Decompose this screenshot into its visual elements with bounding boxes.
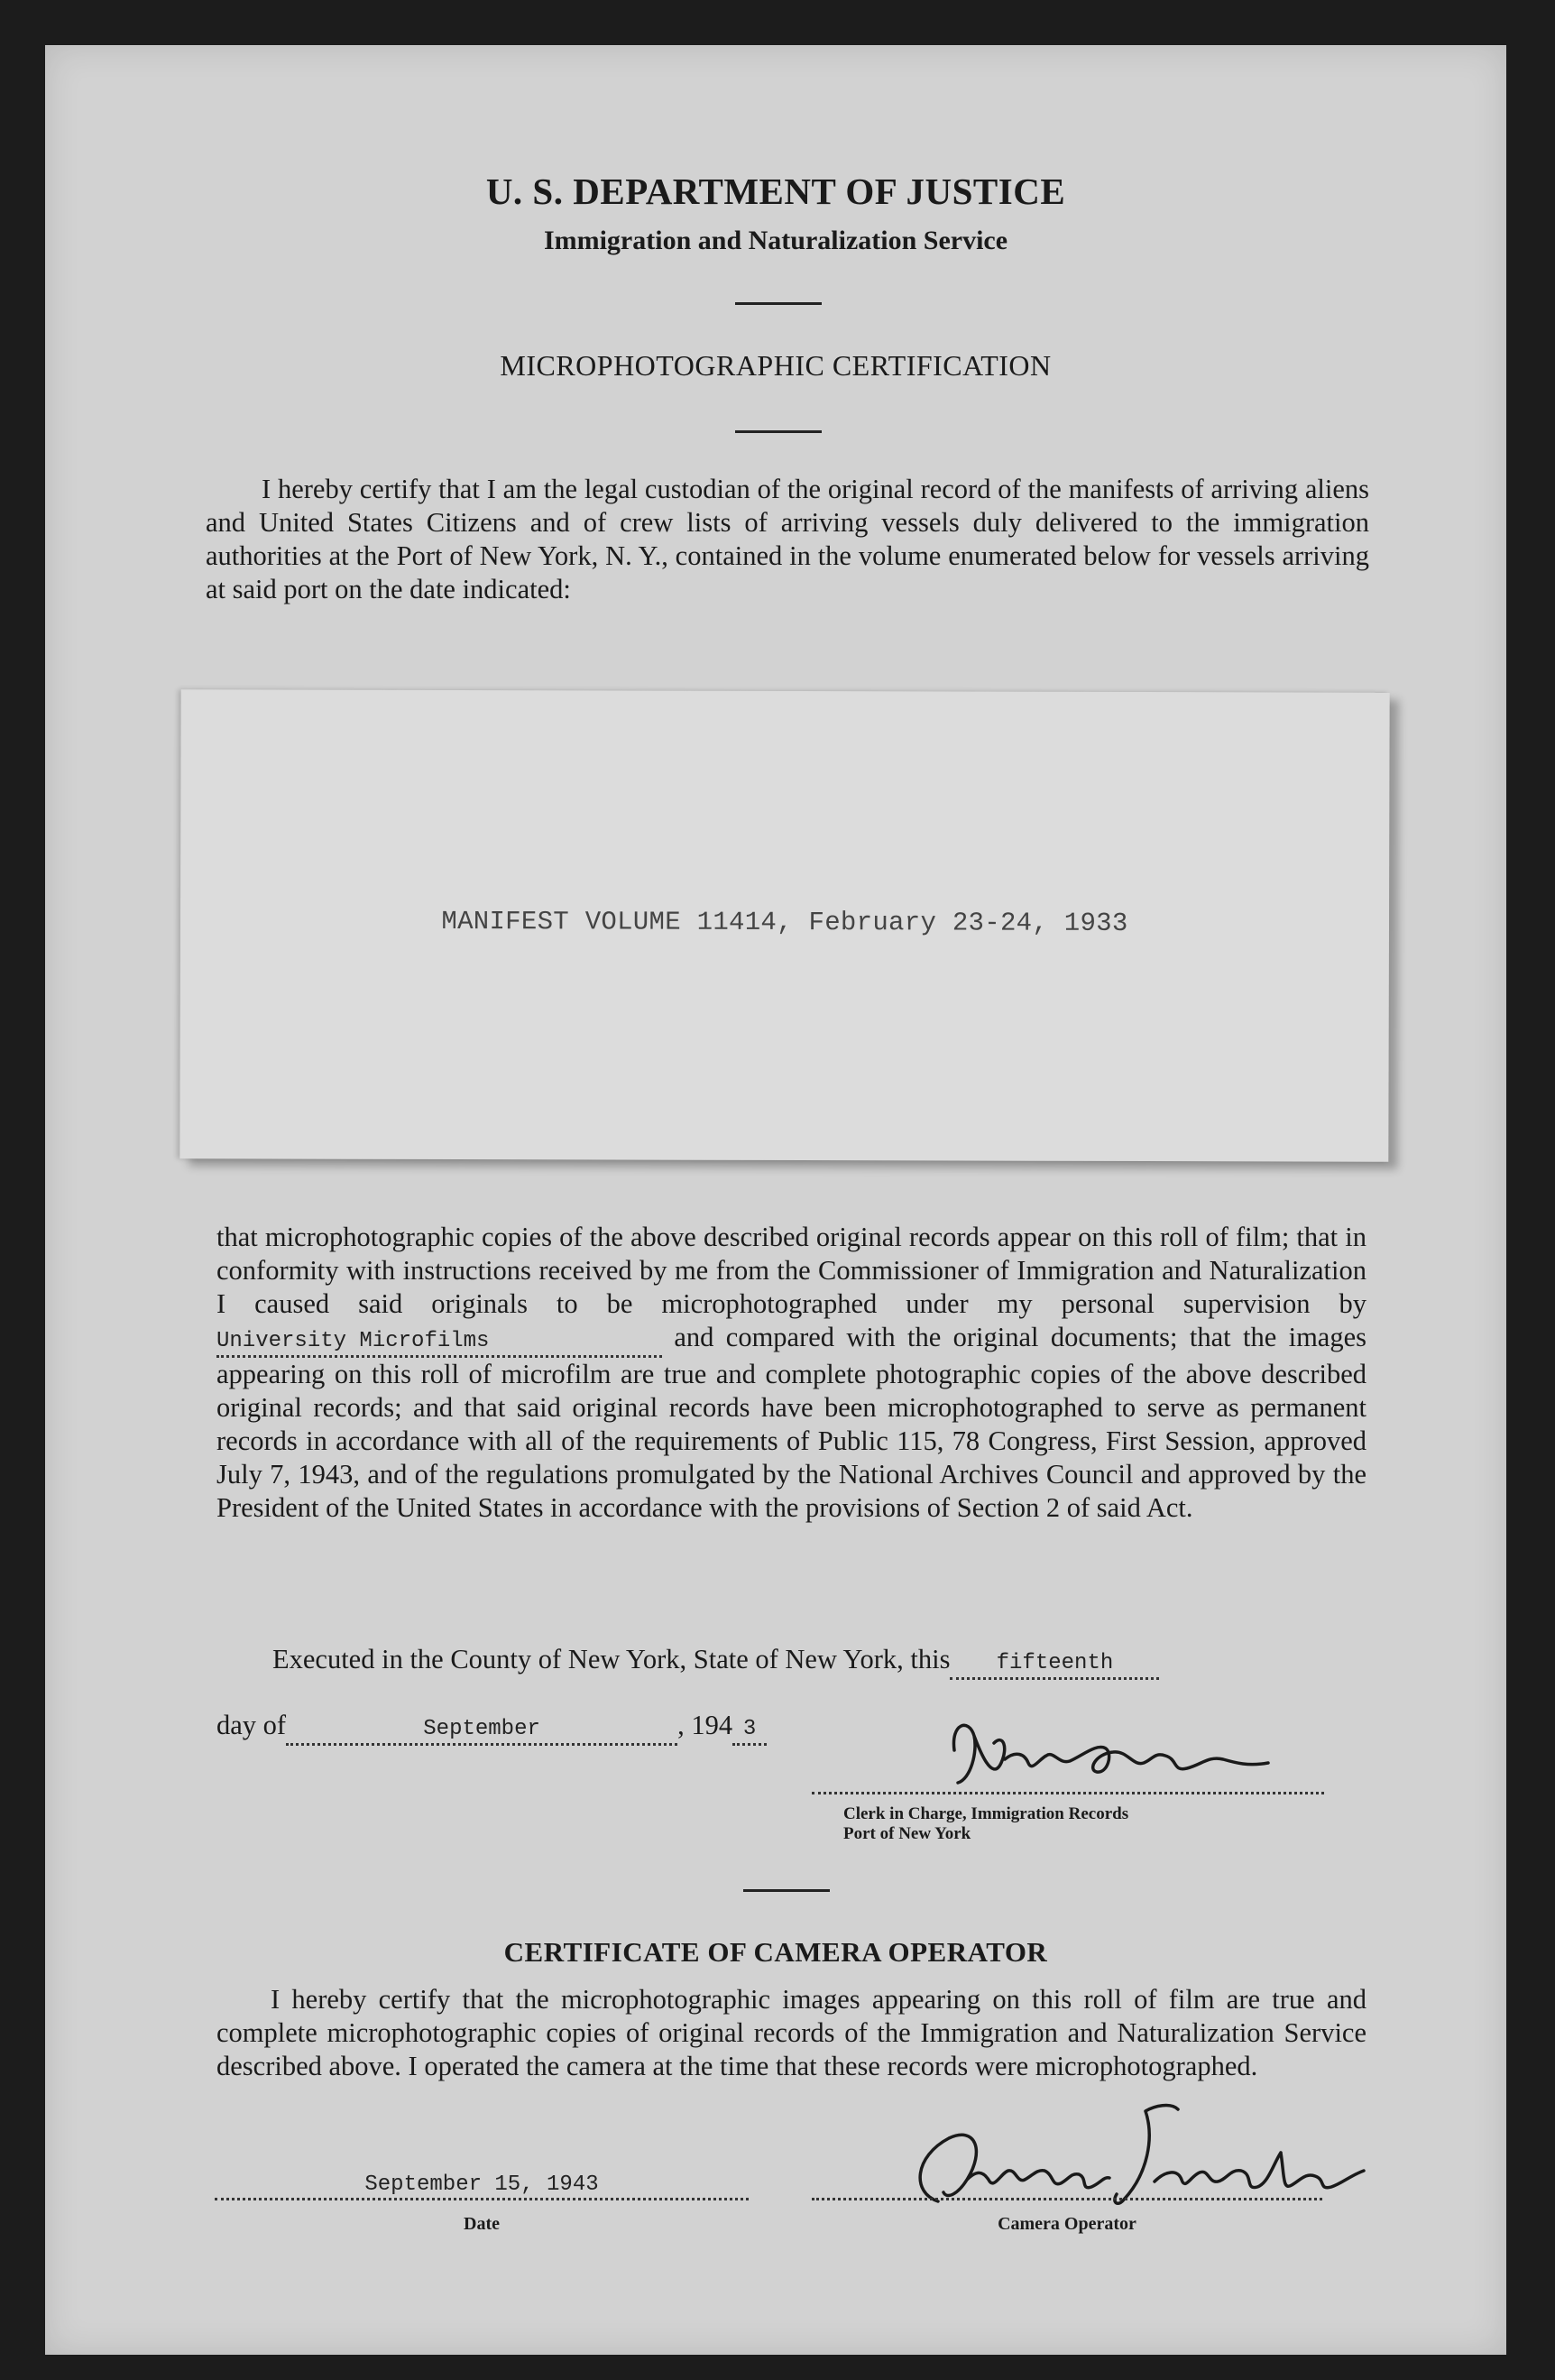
photographer-field: University Microfilms (216, 1328, 662, 1358)
clerk-office-line: Port of New York (843, 1824, 971, 1843)
copies-paragraph-end: and compared with the original documents; that the images appearing on this roll of microfilm are true and complete photographic copies of the above described original records; and that said original records have been microphotographed to serve as permanent records in accordance with all of the requirements of Public 115, 78 Congress, First Session, approved July 7, 1943, and of the regulations promulgated by the National Archives Council and approved by the President of the United States in accordance with the provisions of Section 2 of said Act. (216, 1322, 1366, 1523)
manifest-card (179, 689, 1389, 1162)
clerk-signature (938, 1696, 1281, 1795)
service-subtitle: Immigration and Naturalization Service (543, 226, 1008, 255)
day-of-label: day of (216, 1710, 287, 1740)
clerk-signature-line (812, 1792, 1324, 1794)
date-field: September 15, 1943 (364, 2172, 599, 2197)
camera-operator-signature (884, 2093, 1371, 2228)
certificate-page (45, 45, 1506, 2355)
executed-line (272, 1644, 1159, 1680)
custodian-paragraph (206, 473, 1369, 606)
operator-signature-line (812, 2198, 1322, 2200)
executed-text: Executed in the County of New York, State of New York, this (272, 1644, 951, 1674)
year-prefix: , 194 (677, 1710, 733, 1740)
divider (743, 1889, 830, 1892)
clerk-title-line: Clerk in Charge, Immigration Records (843, 1804, 1129, 1823)
divider (735, 430, 822, 433)
manifest-volume-text: MANIFEST VOLUME 11414, February 23-24, 1933 (441, 907, 1128, 938)
year-field: 3 (732, 1716, 767, 1746)
date-label: Date (464, 2214, 500, 2234)
clerk-title (843, 1804, 1128, 1844)
camera-operator-paragraph-text: I hereby certify that the microphotographic images appearing on this roll of film are true and complete microphotographic copies of original records of the Immigration and Naturalization Service described above. I operated the camera at the time that these records were microphotographed. (216, 1984, 1366, 2081)
department-title: U. S. DEPARTMENT OF JUSTICE (485, 171, 1066, 212)
camera-operator-label: Camera Operator (998, 2214, 1136, 2234)
copies-paragraph (216, 1221, 1366, 1525)
custodian-paragraph-text: I hereby certify that I am the legal custodian of the original record of the manifests of arriving aliens and United States Citizens and of crew lists of arriving vessels duly delivered to the immigration authorities at the Port of New York, N. Y., contained in the volume enumerated below for vessels arriving at said port on the date indicated: (206, 474, 1369, 604)
camera-operator-heading: CERTIFICATE OF CAMERA OPERATOR (503, 1936, 1048, 1968)
camera-operator-paragraph (216, 1983, 1366, 2083)
divider (735, 302, 822, 305)
copies-paragraph-start: that microphotographic copies of the above described original records appear on this roll of film; that in conformity with instructions received by me from the Commissioner of Immigration and Naturalization I caused said originals to be microphotographed under my personal supervision by (216, 1222, 1366, 1319)
day-field: fifteenth (950, 1650, 1159, 1680)
day-of-line (216, 1710, 767, 1746)
certification-heading: MICROPHOTOGRAPHIC CERTIFICATION (500, 349, 1052, 382)
month-field: September (286, 1716, 677, 1746)
